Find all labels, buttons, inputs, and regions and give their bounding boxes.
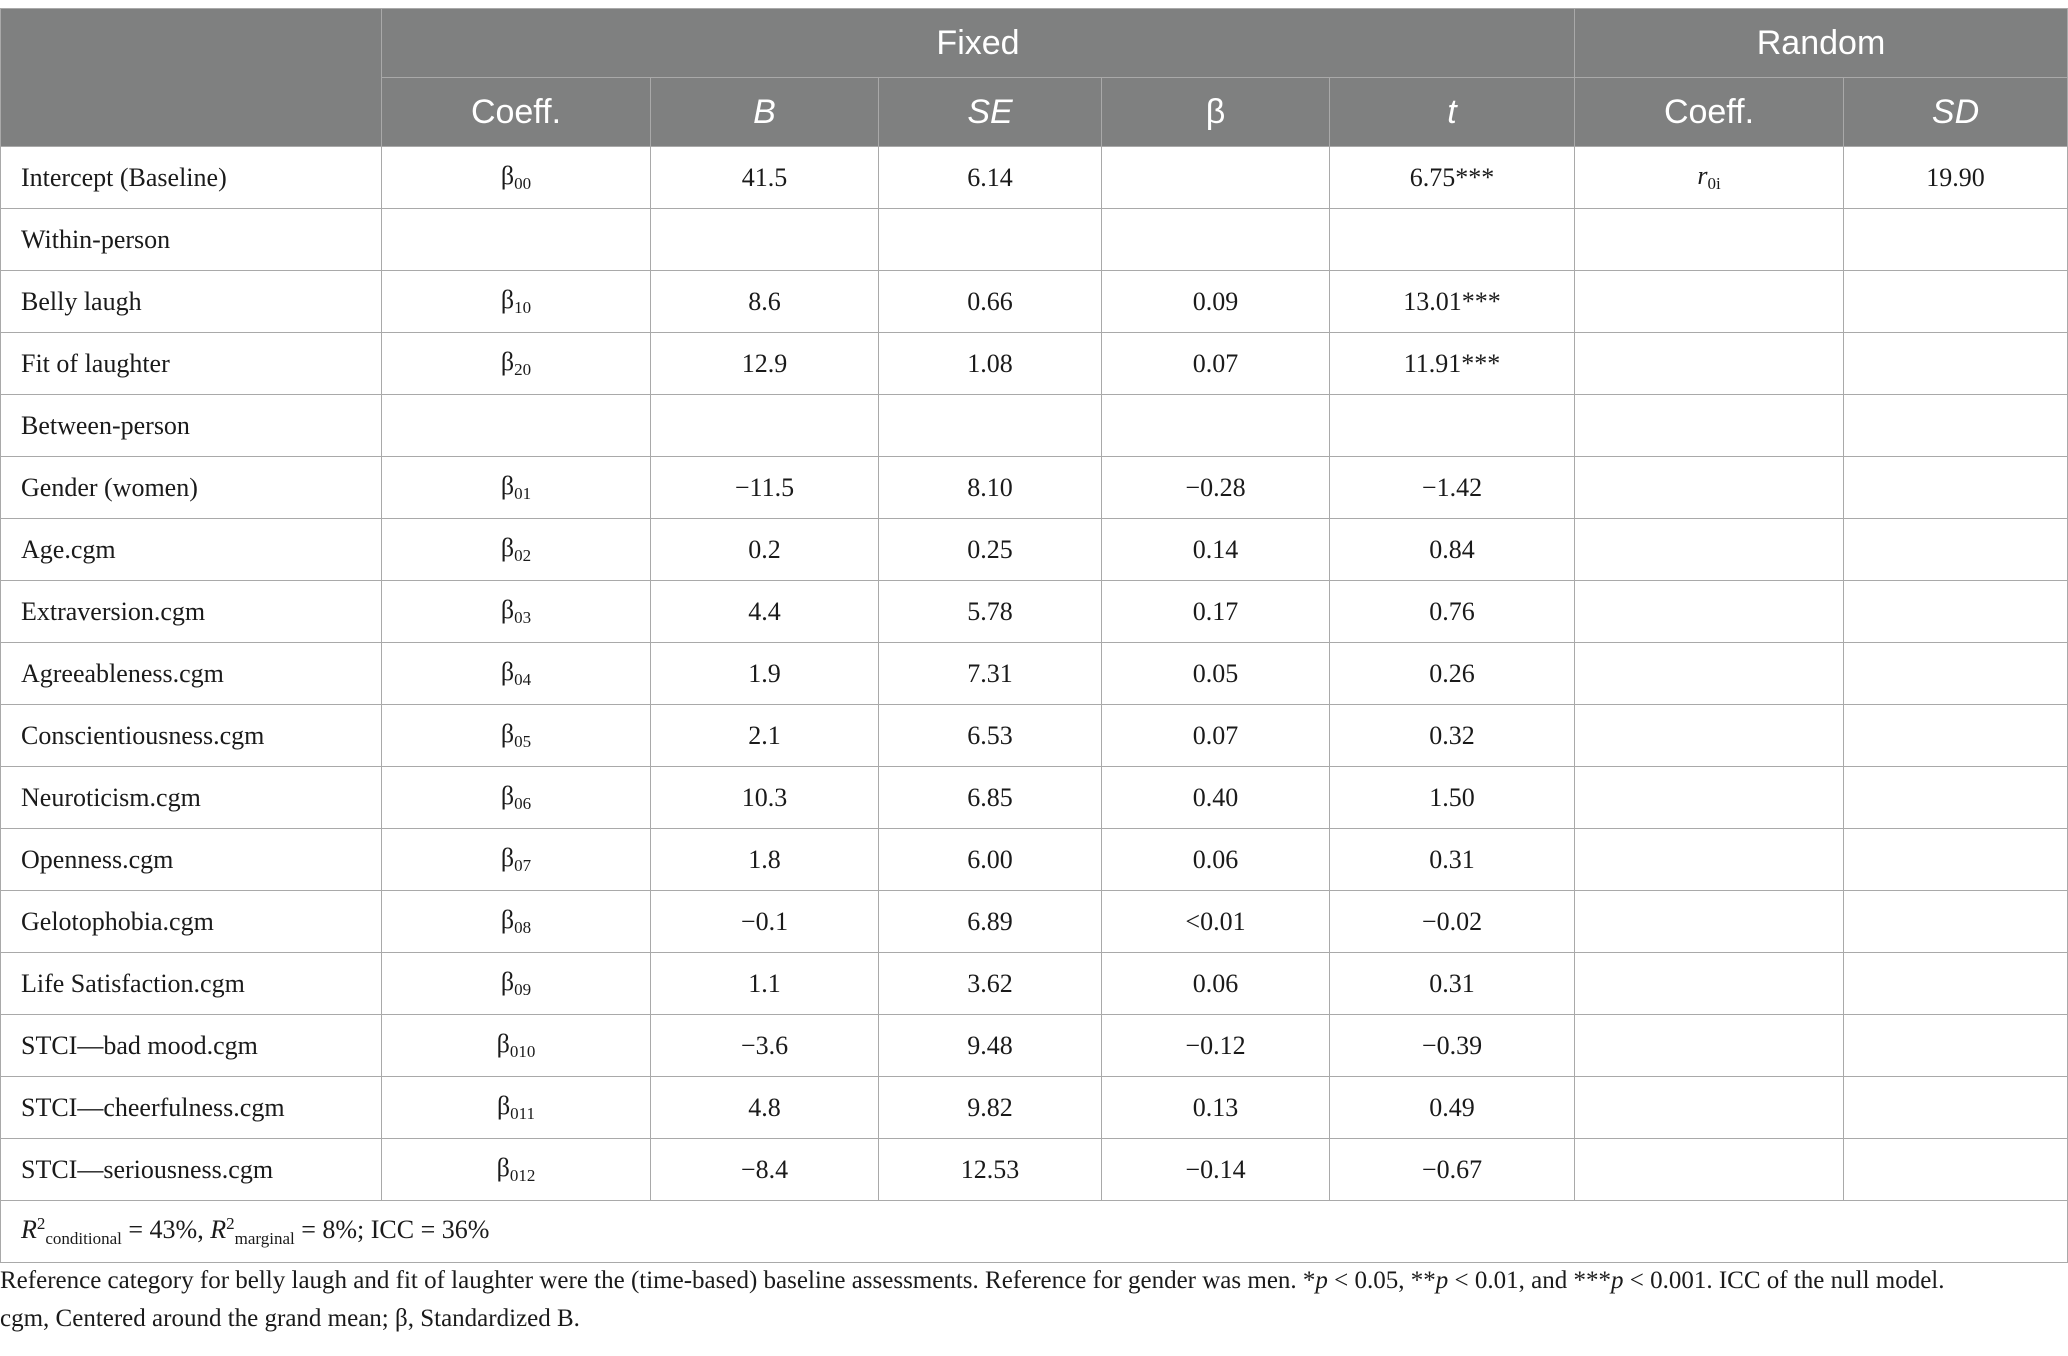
value-cell-sd: [1844, 891, 2068, 953]
col-header-sd: SD: [1844, 78, 2068, 147]
value-cell-b: 10.3: [651, 767, 879, 829]
value-cell-b: 4.8: [651, 1077, 879, 1139]
row-label-cell: Between-person: [1, 395, 382, 457]
fixed-coeff-cell: [382, 209, 651, 271]
col-header-t: t: [1330, 78, 1575, 147]
value-cell-beta: <0.01: [1102, 891, 1330, 953]
value-cell-t: 6.75***: [1330, 147, 1575, 209]
row-label-cell: STCI—seriousness.cgm: [1, 1139, 382, 1201]
value-cell-beta: −0.12: [1102, 1015, 1330, 1077]
fixed-coeff-cell: $\beta_{06}$: [382, 767, 651, 829]
table-note-line-2: cgm, Centered around the grand mean; β, Standardized B.: [0, 1305, 580, 1332]
random-coeff-cell: [1575, 209, 1844, 271]
value-cell-b: −3.6: [651, 1015, 879, 1077]
value-cell-t: 0.26: [1330, 643, 1575, 705]
row-label-cell: STCI—cheerfulness.cgm: [1, 1077, 382, 1139]
value-cell-sd: [1844, 953, 2068, 1015]
fixed-coeff-cell: $\beta_{02}$: [382, 519, 651, 581]
value-cell-se: 7.31: [879, 643, 1102, 705]
value-cell-se: 12.53: [879, 1139, 1102, 1201]
header-group-row: [1, 9, 2068, 78]
table-note-line-1: Reference category for belly laugh and fit of laughter were the (time-based) baseline assessments. Reference for gender was men. *p < 0.05, **p < 0.01, and ***p < 0.001. ICC of the null model.: [0, 1267, 1945, 1294]
value-cell-se: 0.25: [879, 519, 1102, 581]
fixed-coeff-cell: $\beta_{20}$: [382, 333, 651, 395]
fixed-coeff-cell: $\beta_{05}$: [382, 705, 651, 767]
table-row: [1, 147, 2068, 209]
table-row: [1, 1077, 2068, 1139]
value-cell-t: 0.31: [1330, 953, 1575, 1015]
value-cell-sd: [1844, 1139, 2068, 1201]
value-cell-se: 6.53: [879, 705, 1102, 767]
col-header-b: B: [651, 78, 879, 147]
value-cell-beta: 0.13: [1102, 1077, 1330, 1139]
value-cell-sd: [1844, 271, 2068, 333]
value-cell-se: 8.10: [879, 457, 1102, 519]
value-cell-b: −0.1: [651, 891, 879, 953]
value-cell-beta: 0.06: [1102, 829, 1330, 891]
value-cell-sd: [1844, 581, 2068, 643]
value-cell-b: 4.4: [651, 581, 879, 643]
value-cell-se: 6.14: [879, 147, 1102, 209]
value-cell-beta: [1102, 147, 1330, 209]
value-cell-beta: 0.07: [1102, 705, 1330, 767]
value-cell-b: 41.5: [651, 147, 879, 209]
value-cell-t: −0.02: [1330, 891, 1575, 953]
value-cell-beta: −0.14: [1102, 1139, 1330, 1201]
table-row: [1, 519, 2068, 581]
value-cell-se: 1.08: [879, 333, 1102, 395]
value-cell-sd: [1844, 333, 2068, 395]
value-cell-b: [651, 395, 879, 457]
header-group-random: Random: [1575, 9, 2068, 78]
value-cell-se: 9.82: [879, 1077, 1102, 1139]
random-coeff-cell: [1575, 457, 1844, 519]
value-cell-sd: [1844, 519, 2068, 581]
table-row: [1, 643, 2068, 705]
fixed-coeff-cell: [382, 395, 651, 457]
random-coeff-cell: [1575, 1077, 1844, 1139]
model-fit-cell: $R^2_{conditional} = 43\%$, $R^2_{marginal} = 8\%$; ICC = 36%: [1, 1201, 2068, 1263]
table-row: [1, 1015, 2068, 1077]
value-cell-sd: [1844, 1015, 2068, 1077]
value-cell-sd: [1844, 767, 2068, 829]
random-coeff-cell: [1575, 829, 1844, 891]
value-cell-b: 12.9: [651, 333, 879, 395]
value-cell-t: 0.76: [1330, 581, 1575, 643]
value-cell-sd: [1844, 395, 2068, 457]
table-row: [1, 333, 2068, 395]
value-cell-t: 1.50: [1330, 767, 1575, 829]
row-label-cell: Agreeableness.cgm: [1, 643, 382, 705]
fixed-coeff-cell: $\beta_{04}$: [382, 643, 651, 705]
table-row: [1, 457, 2068, 519]
value-cell-se: [879, 209, 1102, 271]
fixed-coeff-cell: $\beta_{08}$: [382, 891, 651, 953]
value-cell-se: 0.66: [879, 271, 1102, 333]
col-header-random-coeff: Coeff.: [1575, 78, 1844, 147]
value-cell-se: 6.85: [879, 767, 1102, 829]
row-label-cell: Extraversion.cgm: [1, 581, 382, 643]
value-cell-sd: [1844, 829, 2068, 891]
value-cell-t: −0.67: [1330, 1139, 1575, 1201]
fixed-coeff-cell: $\beta_{012}$: [382, 1139, 651, 1201]
value-cell-sd: [1844, 1077, 2068, 1139]
value-cell-beta: 0.06: [1102, 953, 1330, 1015]
table-row: [1, 829, 2068, 891]
random-coeff-cell: [1575, 519, 1844, 581]
random-coeff-cell: [1575, 705, 1844, 767]
row-label-cell: Conscientiousness.cgm: [1, 705, 382, 767]
value-cell-beta: 0.07: [1102, 333, 1330, 395]
value-cell-t: [1330, 395, 1575, 457]
value-cell-se: 6.00: [879, 829, 1102, 891]
value-cell-b: [651, 209, 879, 271]
value-cell-b: 2.1: [651, 705, 879, 767]
value-cell-t: 0.84: [1330, 519, 1575, 581]
row-label-cell: Age.cgm: [1, 519, 382, 581]
row-label-cell: Openness.cgm: [1, 829, 382, 891]
table-row: [1, 395, 2068, 457]
row-label-cell: Neuroticism.cgm: [1, 767, 382, 829]
random-coeff-cell: [1575, 953, 1844, 1015]
value-cell-beta: 0.14: [1102, 519, 1330, 581]
col-header-beta: β: [1102, 78, 1330, 147]
row-label-cell: Gender (women): [1, 457, 382, 519]
col-header-fixed-coeff: Coeff.: [382, 78, 651, 147]
value-cell-beta: 0.09: [1102, 271, 1330, 333]
table-note: [0, 1262, 2060, 1338]
header-blank-cell: [1, 9, 382, 147]
fixed-coeff-cell: $\beta_{09}$: [382, 953, 651, 1015]
value-cell-beta: [1102, 209, 1330, 271]
value-cell-beta: 0.05: [1102, 643, 1330, 705]
value-cell-t: 0.31: [1330, 829, 1575, 891]
value-cell-b: 1.8: [651, 829, 879, 891]
value-cell-sd: [1844, 643, 2068, 705]
value-cell-se: 6.89: [879, 891, 1102, 953]
row-label-cell: Fit of laughter: [1, 333, 382, 395]
value-cell-b: −11.5: [651, 457, 879, 519]
fixed-coeff-cell: $\beta_{07}$: [382, 829, 651, 891]
row-label-cell: Intercept (Baseline): [1, 147, 382, 209]
value-cell-b: 8.6: [651, 271, 879, 333]
header-group-fixed: Fixed: [382, 9, 1575, 78]
fixed-coeff-cell: $\beta_{011}$: [382, 1077, 651, 1139]
value-cell-se: 9.48: [879, 1015, 1102, 1077]
value-cell-sd: [1844, 457, 2068, 519]
random-coeff-cell: [1575, 643, 1844, 705]
value-cell-t: 13.01***: [1330, 271, 1575, 333]
value-cell-t: 0.49: [1330, 1077, 1575, 1139]
fixed-coeff-cell: $\beta_{01}$: [382, 457, 651, 519]
table-row: [1, 1139, 2068, 1201]
random-coeff-cell: [1575, 1139, 1844, 1201]
random-coeff-cell: [1575, 891, 1844, 953]
value-cell-b: 0.2: [651, 519, 879, 581]
col-header-se: SE: [879, 78, 1102, 147]
model-fit-row: [1, 1201, 2068, 1263]
table-body: [1, 147, 2068, 1263]
random-coeff-cell: $r_{0i}$: [1575, 147, 1844, 209]
random-coeff-cell: [1575, 271, 1844, 333]
value-cell-b: 1.1: [651, 953, 879, 1015]
row-label-cell: Life Satisfaction.cgm: [1, 953, 382, 1015]
value-cell-t: 0.32: [1330, 705, 1575, 767]
table-row: [1, 209, 2068, 271]
regression-table: [0, 8, 2068, 1263]
value-cell-sd: [1844, 705, 2068, 767]
table-row: [1, 271, 2068, 333]
fixed-coeff-cell: $\beta_{10}$: [382, 271, 651, 333]
fixed-coeff-cell: $\beta_{010}$: [382, 1015, 651, 1077]
value-cell-sd: [1844, 209, 2068, 271]
value-cell-beta: 0.40: [1102, 767, 1330, 829]
table-row: [1, 953, 2068, 1015]
value-cell-t: 11.91***: [1330, 333, 1575, 395]
table-row: [1, 581, 2068, 643]
value-cell-t: [1330, 209, 1575, 271]
random-coeff-cell: [1575, 395, 1844, 457]
fixed-coeff-cell: $\beta_{00}$: [382, 147, 651, 209]
random-coeff-cell: [1575, 767, 1844, 829]
value-cell-b: −8.4: [651, 1139, 879, 1201]
value-cell-t: −1.42: [1330, 457, 1575, 519]
value-cell-b: 1.9: [651, 643, 879, 705]
fixed-coeff-cell: $\beta_{03}$: [382, 581, 651, 643]
value-cell-se: 3.62: [879, 953, 1102, 1015]
value-cell-beta: [1102, 395, 1330, 457]
random-coeff-cell: [1575, 333, 1844, 395]
row-label-cell: Within-person: [1, 209, 382, 271]
table-row: [1, 705, 2068, 767]
value-cell-sd: 19.90: [1844, 147, 2068, 209]
table-row: [1, 891, 2068, 953]
row-label-cell: Belly laugh: [1, 271, 382, 333]
value-cell-se: [879, 395, 1102, 457]
random-coeff-cell: [1575, 1015, 1844, 1077]
table-row: [1, 767, 2068, 829]
value-cell-beta: 0.17: [1102, 581, 1330, 643]
value-cell-beta: −0.28: [1102, 457, 1330, 519]
row-label-cell: Gelotophobia.cgm: [1, 891, 382, 953]
row-label-cell: STCI—bad mood.cgm: [1, 1015, 382, 1077]
value-cell-se: 5.78: [879, 581, 1102, 643]
value-cell-t: −0.39: [1330, 1015, 1575, 1077]
random-coeff-cell: [1575, 581, 1844, 643]
